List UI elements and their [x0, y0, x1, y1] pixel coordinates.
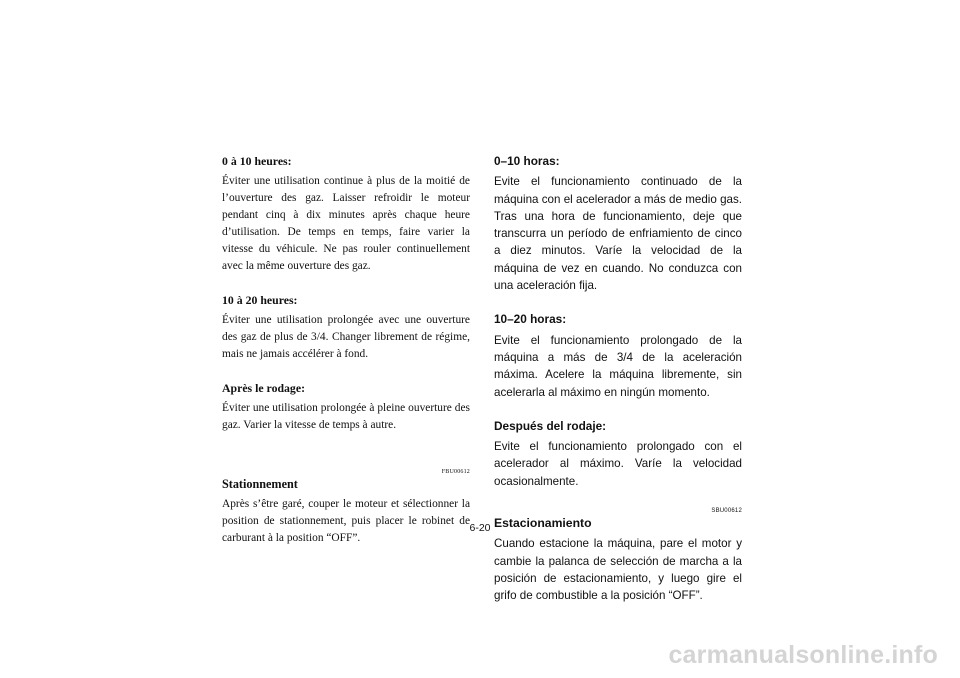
french-section-10-20-hours: [222, 292, 470, 363]
spanish-section-after-break-in: [494, 418, 742, 490]
french-parking-section: [222, 468, 470, 547]
french-text-10-20: Éviter une utilisation prolongée avec une ouverture des gaz de plus de 3/4. Changer librement de régime, mais ne jamais accélérer à fond.: [222, 314, 470, 360]
french-heading-0-10: 0 à 10 heures:: [222, 154, 292, 168]
french-text-0-10: Éviter une utilisation continue à plus de la moitié de l’ouverture des gaz. Laisser refroidir le moteur pendant cinq à dix minutes après chaque heure d’utilisation. De temps en temps, faire varier la vitesse du véhicule. Ne pas rouler continuellement avec la même ouverture des gaz.: [222, 175, 470, 272]
french-section-0-10-hours: [222, 153, 470, 275]
french-heading-10-20: 10 à 20 heures:: [222, 293, 298, 307]
spanish-reference-code: SBU00612: [711, 508, 742, 515]
french-text-after-break-in: Éviter une utilisation prolongée à pleine ouverture des gaz. Varier la vitesse de temps à autre.: [222, 402, 470, 431]
spanish-text-10-20: Evite el funcionamiento prolongado de la máquina a más de 3/4 de la aceleración máxima. Acelere la máquina libremente, sin acelerarla al máximo en ningún momento.: [494, 333, 742, 399]
french-column: [222, 153, 470, 547]
watermark: carmanualsonline.info: [668, 641, 938, 669]
spanish-text-0-10: Evite el funcionamiento continuado de la máquina con el acelerador a más de medio gas. Tras una hora de funcionamiento, deje que transcurra un período de enfriamiento de cinco a diez minutos. Varíe la velocidad de la máquina de vez en cuando. No conduzca con una aceleración fija.: [494, 175, 742, 293]
spanish-heading-after-break-in: Después del rodaje:: [494, 418, 607, 433]
spanish-column: [494, 153, 742, 605]
french-section-after-break-in: [222, 380, 470, 434]
spanish-heading-0-10: 0–10 horas:: [494, 154, 560, 168]
spanish-text-after-break-in: Evite el funcionamiento prolongado con el acelerador al máximo. Varíe la velocidad ocasionalmente.: [494, 440, 742, 488]
page-number: 6-20: [469, 522, 491, 534]
french-parking-text: Après s’être garé, couper le moteur et sélectionner la position de stationnement, puis placer le robinet de carburant à la position “OFF”.: [222, 498, 470, 544]
spanish-heading-10-20: 10–20 horas:: [494, 312, 567, 327]
spanish-parking-title: Estacionamiento: [494, 516, 592, 531]
french-heading-after-break-in: Après le rodage:: [222, 381, 305, 395]
french-parking-title: Stationnement: [222, 477, 298, 491]
spanish-parking-text: Cuando estacione la máquina, pare el motor y cambie la palanca de selección de marcha a la posición de estacionamiento, y luego gire el grifo de combustible a la posición “OFF”.: [494, 537, 742, 603]
spanish-section-10-20-hours: [494, 311, 742, 400]
spanish-section-0-10-hours: [494, 153, 742, 294]
french-reference-code: FBU00612: [441, 469, 470, 475]
